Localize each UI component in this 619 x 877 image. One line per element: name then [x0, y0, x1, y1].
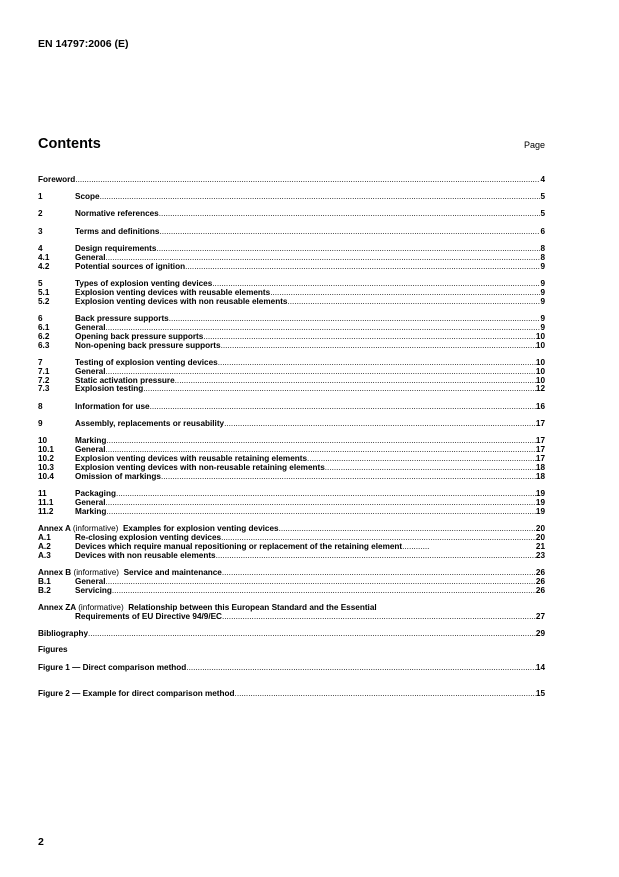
toc-entry-a-2[interactable]: A.2 Devices which require manual repositioning or replacement of the retaining element ..... 21	[38, 543, 545, 552]
toc-entry-4-1[interactable]: 4.1 General ..... 8	[38, 254, 545, 263]
toc-entry-5[interactable]: 5 Types of explosion venting devices ..... 9	[38, 280, 545, 289]
toc-entry-7-3[interactable]: 7.3 Explosion testing ..... 12	[38, 385, 545, 394]
toc-entry-4-2[interactable]: 4.2 Potential sources of ignition ..... 9	[38, 263, 545, 272]
toc-entry-5-1[interactable]: 5.1 Explosion venting devices with reusable elements ..... 9	[38, 289, 545, 298]
toc-entry-4[interactable]: 4 Design requirements ..... 8	[38, 245, 545, 254]
toc-entry-6[interactable]: 6 Back pressure supports ..... 9	[38, 315, 545, 324]
toc-entry-7-2[interactable]: 7.2 Static activation pressure ..... 10	[38, 377, 545, 386]
table-of-contents	[38, 176, 545, 699]
toc-entry-11-1[interactable]: 11.1 General ..... 19	[38, 499, 545, 508]
toc-entry-a-1[interactable]: A.1 Re-closing explosion venting devices ..... 20	[38, 534, 545, 543]
toc-entry-8[interactable]: 8 Information for use ..... 16	[38, 403, 545, 412]
toc-entry-6-3[interactable]: 6.3 Non-opening back pressure supports ..... 10	[38, 342, 545, 351]
toc-entry-annex-b[interactable]: Annex B (informative) Service and maintenance ..... 26	[38, 569, 545, 578]
toc-entry-b-2[interactable]: B.2 Servicing ..... 26	[38, 587, 545, 596]
toc-entry-a-3[interactable]: A.3 Devices with non reusable elements ..... 23	[38, 552, 545, 561]
toc-entry-1[interactable]: 1 Scope ..... 5	[38, 193, 545, 202]
toc-entry-b-1[interactable]: B.1 General ..... 26	[38, 578, 545, 587]
toc-entry-6-2[interactable]: 6.2 Opening back pressure supports ..... 10	[38, 333, 545, 342]
toc-entry-figure-2[interactable]: Figure 2 — Example for direct comparison method ..... 15	[38, 690, 545, 699]
toc-entry-annex-a[interactable]: Annex A (informative) Examples for explosion venting devices ..... 20	[38, 525, 545, 534]
toc-entry-10[interactable]: 10 Marking ..... 17	[38, 437, 545, 446]
toc-entry-11[interactable]: 11 Packaging ..... 19	[38, 490, 545, 499]
toc-entry-5-2[interactable]: 5.2 Explosion venting devices with non reusable elements ..... 9	[38, 298, 545, 307]
toc-entry-11-2[interactable]: 11.2 Marking ..... 19	[38, 508, 545, 517]
toc-entry-10-4[interactable]: 10.4 Omission of markings ..... 18	[38, 473, 545, 482]
toc-entry-10-3[interactable]: 10.3 Explosion venting devices with non-reusable retaining elements ..... 18	[38, 464, 545, 473]
toc-entry-6-1[interactable]: 6.1 General ..... 9	[38, 324, 545, 333]
toc-entry-foreword[interactable]: Foreword ..... 4	[38, 176, 545, 185]
toc-entry-annex-za-cont[interactable]: Requirements of EU Directive 94/9/EC ..... 27	[38, 613, 545, 622]
toc-entry-figure-1[interactable]: Figure 1 — Direct comparison method ..... 14	[38, 664, 545, 673]
toc-entry-3[interactable]: 3 Terms and definitions ..... 6	[38, 228, 545, 237]
toc-entry-7[interactable]: 7 Testing of explosion venting devices ..... 10	[38, 359, 545, 368]
toc-entry-10-1[interactable]: 10.1 General ..... 17	[38, 446, 545, 455]
toc-entry-7-1[interactable]: 7.1 General ..... 10	[38, 368, 545, 377]
toc-entry-10-2[interactable]: 10.2 Explosion venting devices with reusable retaining elements ..... 17	[38, 455, 545, 464]
toc-entry-2[interactable]: 2 Normative references ..... 5	[38, 210, 545, 219]
toc-entry-annex-za[interactable]: Annex ZA (informative) Relationship between this European Standard and the Essential	[38, 602, 377, 612]
toc-entry-9[interactable]: 9 Assembly, replacements or reusability ..... 17	[38, 420, 545, 429]
figures-heading: Figures	[38, 644, 68, 654]
document-id: EN 14797:2006 (E)	[38, 38, 129, 50]
page-column-label: Page	[523, 140, 545, 150]
page-number: 2	[38, 836, 44, 848]
toc-entry-bibliography[interactable]: Bibliography ..... 29	[38, 630, 545, 639]
page-title: Contents	[38, 136, 101, 152]
